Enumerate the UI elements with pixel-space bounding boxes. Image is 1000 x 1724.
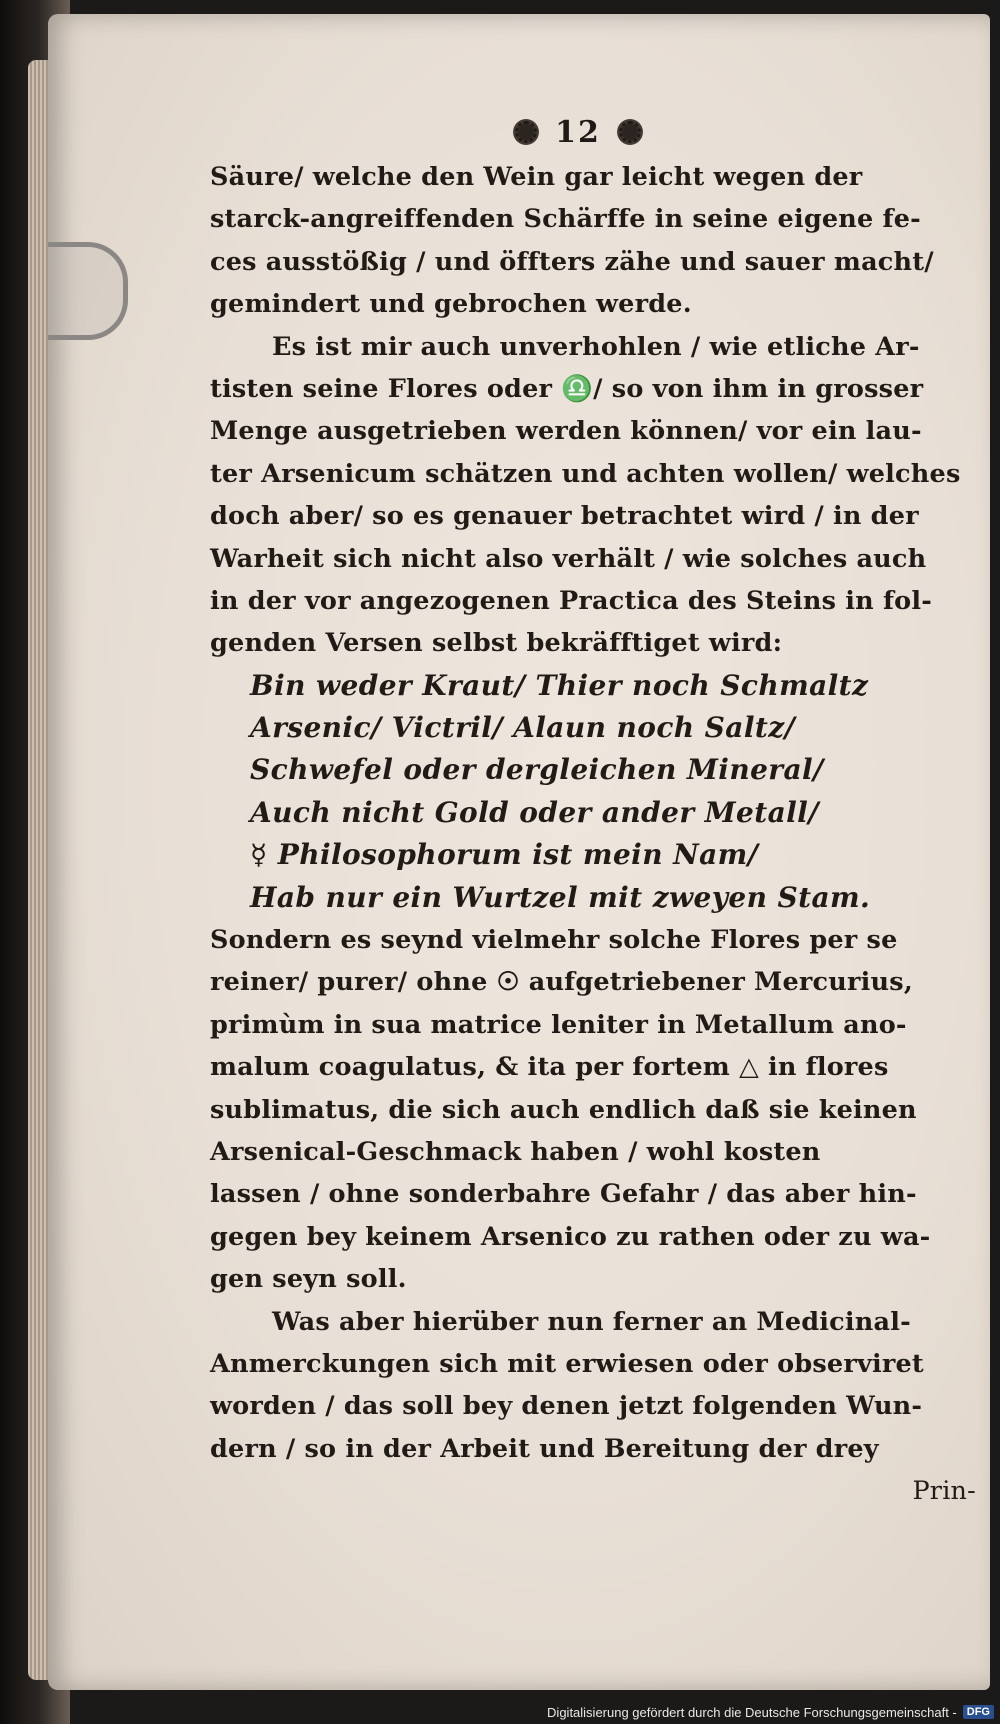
text-line: in der vor angezogenen Practica des Steins in fol- (210, 585, 933, 616)
credit-text: Digitalisierung gefördert durch die Deutsche Forschungsgemeinschaft - (547, 1704, 957, 1720)
text-line: Warheit sich nicht also verhält / wie solches auch (210, 543, 927, 574)
page-text (210, 156, 990, 1513)
text-line: Arsenical-Geschmack haben / wohl kosten (210, 1136, 821, 1167)
text-line: Es ist mir auch unverhohlen / wie etliche Ar- (272, 331, 920, 362)
verse-line: Arsenic/ Victril/ Alaun noch Saltz/ (250, 711, 796, 745)
verse-line: ☿ Philosophorum ist mein Nam/ (250, 838, 759, 872)
text-line: dern / so in der Arbeit und Bereitung der drey (210, 1433, 879, 1464)
text-line: Was aber hierüber nun ferner an Medicinal- (272, 1306, 911, 1337)
text-line: reiner/ purer/ ohne ☉ aufgetriebener Mercurius, (210, 967, 913, 998)
verse-line: Hab nur ein Wurtzel mit zweyen Stam. (250, 880, 871, 914)
page-header (488, 110, 668, 154)
text-line: gen seyn soll. (210, 1264, 407, 1295)
dfg-logo: DFG (963, 1705, 994, 1719)
ornament-icon (615, 117, 645, 147)
verse-line: Schwefel oder dergleichen Mineral/ (250, 753, 824, 787)
verse-line: Auch nicht Gold oder ander Metall/ (250, 795, 819, 829)
text-line: Anmerckungen sich mit erwiesen oder observiret (210, 1348, 924, 1379)
text-line: sublimatus, die sich auch endlich daß sie keinen (210, 1094, 917, 1125)
text-line: worden / das soll bey denen jetzt folgenden Wun- (210, 1391, 923, 1422)
text-line: gegen bey keinem Arsenico zu rathen oder zu wa- (210, 1221, 931, 1252)
book-page (48, 14, 990, 1690)
page-number: 12 (555, 114, 601, 150)
text-line: ces ausstößig / und öffters zähe und sauer macht/ (210, 246, 934, 277)
text-line: genden Versen selbst bekräfftiget wird: (210, 628, 783, 659)
page-clip (48, 242, 128, 340)
ornament-icon (511, 117, 541, 147)
text-line: Säure/ welche den Wein gar leicht wegen der (210, 162, 863, 192)
text-line: Prin- (912, 1476, 976, 1507)
text-line: malum coagulatus, & ita per fortem △ in flores (210, 1052, 889, 1083)
digitization-credit (547, 1702, 994, 1722)
text-line: ter Arsenicum schätzen und achten wollen/ welches (210, 458, 961, 489)
text-line: primùm in sua matrice leniter in Metallum ano- (210, 1009, 907, 1040)
text-line: Sondern es seynd vielmehr solche Flores per se (210, 925, 898, 956)
text-line: doch aber/ so es genauer betrachtet wird / in der (210, 501, 919, 532)
text-line: tisten seine Flores oder ♎/ so von ihm in grosser (210, 373, 924, 404)
text-line: Menge ausgetrieben werden können/ vor ein lau- (210, 416, 922, 447)
text-line: gemindert und gebrochen werde. (210, 289, 692, 320)
verse-line: Bin weder Kraut/ Thier noch Schmaltz (250, 668, 869, 702)
text-line: lassen / ohne sonderbahre Gefahr / das aber hin- (210, 1179, 917, 1210)
text-line: starck-angreiffenden Schärffe in seine eigene fe- (210, 204, 921, 235)
